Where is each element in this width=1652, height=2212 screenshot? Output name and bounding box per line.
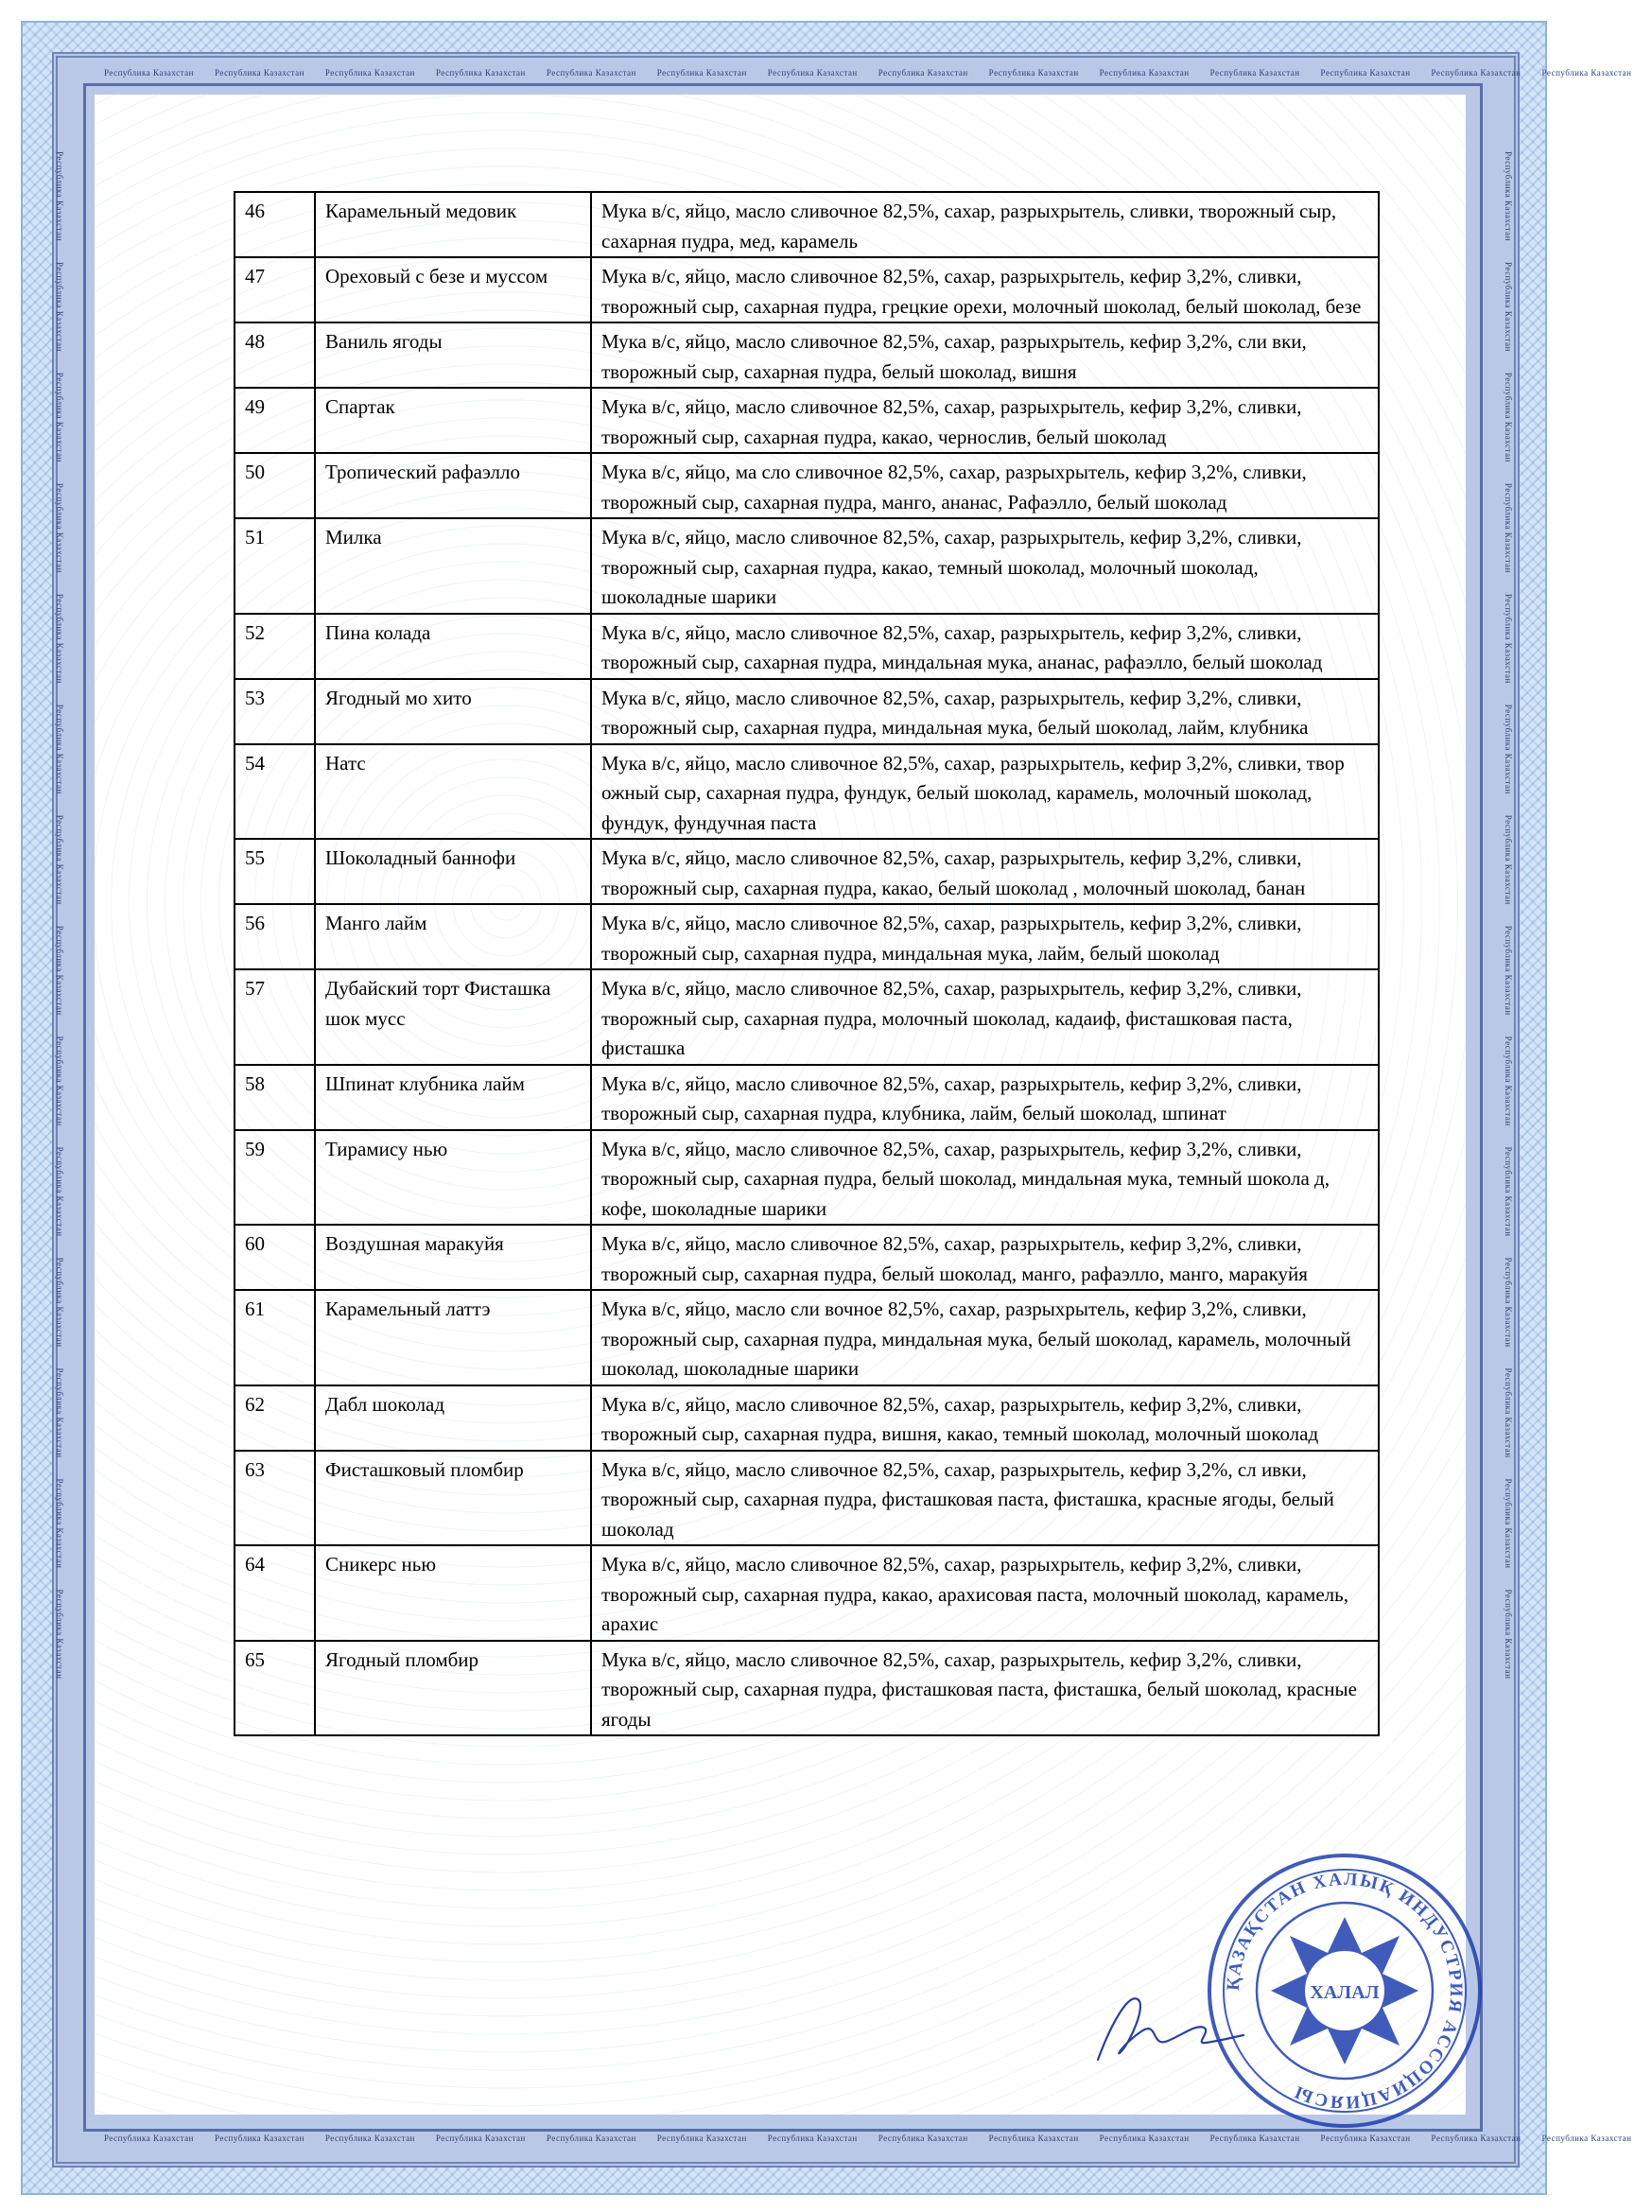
product-ingredients: Мука в/с, яйцо, масло сливочное 82,5%, сахар, разрыхрытель, кефир 3,2%, сли вки, творожный сыр, сахарная пудра, белый шоколад, вишня [591, 322, 1379, 388]
table-row [235, 1545, 1379, 1641]
table-row [235, 679, 1379, 744]
association-stamp [1203, 1849, 1487, 2133]
table-row [235, 839, 1379, 904]
row-number: 65 [235, 1641, 315, 1736]
row-number: 63 [235, 1451, 315, 1546]
stamp-center-text: ХАЛАЛ [1310, 1982, 1380, 2003]
table-row [235, 744, 1379, 840]
product-name: Дабл шоколад [315, 1385, 591, 1451]
table-row [235, 1065, 1379, 1130]
table-row [235, 969, 1379, 1065]
product-name: Ягодный пломбир [315, 1641, 591, 1736]
table-row [235, 518, 1379, 614]
product-ingredients: Мука в/с, яйцо, масло сли вочное 82,5%, сахар, разрыхрытель, кефир 3,2%, сливки, творожный сыр, сахарная пудра, миндальная мука, белый шоколад, карамель, молочный шоколад, шоколадные шарики [591, 1290, 1379, 1385]
product-ingredients: Мука в/с, яйцо, масло сливочное 82,5%, сахар, разрыхрытель, кефир 3,2%, сливки, творожный сыр, сахарная пудра, какао, арахисовая паста, молочный шоколад, карамель, арахис [591, 1545, 1379, 1641]
product-name: Ваниль ягоды [315, 322, 591, 388]
table-row [235, 453, 1379, 518]
product-ingredients: Мука в/с, яйцо, масло сливочное 82,5%, сахар, разрыхрытель, кефир 3,2%, сливки, творожный сыр, сахарная пудра, миндальная мука, ананас, рафаэлло, белый шоколад [591, 614, 1379, 679]
product-name: Тропический рафаэлло [315, 453, 591, 518]
product-name: Шоколадный баннофи [315, 839, 591, 904]
table-row [235, 1451, 1379, 1546]
table-row [235, 904, 1379, 969]
product-ingredients: Мука в/с, яйцо, масло сливочное 82,5%, сахар, разрыхрытель, кефир 3,2%, сливки, творожный сыр, сахарная пудра, белый шоколад, миндальная мука, темный шокола д, кофе, шоколадные шарики [591, 1130, 1379, 1226]
table-row [235, 1641, 1379, 1736]
product-ingredients: Мука в/с, яйцо, масло сливочное 82,5%, сахар, разрыхрытель, кефир 3,2%, сливки, творожный сыр, сахарная пудра, грецкие орехи, молочный шоколад, белый шоколад, безе [591, 257, 1379, 322]
product-ingredients: Мука в/с, яйцо, масло сливочное 82,5%, сахар, разрыхрытель, кефир 3,2%, сливки, творожный сыр, сахарная пудра, миндальная мука, лайм, белый шоколад [591, 904, 1379, 969]
product-name: Дубайский торт Фисташка шок мусс [315, 969, 591, 1065]
table-row [235, 257, 1379, 322]
row-number: 49 [235, 388, 315, 453]
border-caption-top: Республика Казахстан Республика Казахстан Республика Казахстан Республика Казахстан Республика Казахстан Республика Казахстан Республика Казахстан Республика Казахстан Республика Казахстан Республика Казахстан Республика Казахстан Республика Казахстан Республика Казахстан Республика Казахстан [104, 68, 1652, 78]
product-name: Карамельный медовик [315, 192, 591, 257]
row-number: 61 [235, 1290, 315, 1385]
border-caption-left: Республика Казахстан Республика Казахстан Республика Казахстан Республика Казахстан Республика Казахстан Республика Казахстан Республика Казахстан Республика Казахстан Республика Казахстан Республика Казахстан Республика Казахстан Республика Казахстан Республика Казахстан Республика Казахстан [55, 151, 64, 1700]
product-name: Тирамису нью [315, 1130, 591, 1226]
product-ingredients: Мука в/с, яйцо, масло сливочное 82,5%, сахар, разрыхрытель, кефир 3,2%, сливки, творожный сыр, сахарная пудра, вишня, какао, темный шоколад, молочный шоколад [591, 1385, 1379, 1451]
table-row [235, 322, 1379, 388]
product-ingredients: Мука в/с, яйцо, ма сло сливочное 82,5%, сахар, разрыхрытель, кефир 3,2%, сливки, творожный сыр, сахарная пудра, манго, ананас, Рафаэлло, белый шоколад [591, 453, 1379, 518]
row-number: 47 [235, 257, 315, 322]
product-name: Шпинат клубника лайм [315, 1065, 591, 1130]
row-number: 59 [235, 1130, 315, 1226]
table-row [235, 1385, 1379, 1451]
product-ingredients: Мука в/с, яйцо, масло сливочное 82,5%, сахар, разрыхрытель, кефир 3,2%, сливки, творожный сыр, сахарная пудра, белый шоколад, манго, рафаэлло, манго, маракуйя [591, 1225, 1379, 1290]
product-ingredients: Мука в/с, яйцо, масло сливочное 82,5%, сахар, разрыхрытель, кефир 3,2%, сливки, творожный сыр, сахарная пудра, какао, белый шоколад , молочный шоколад, банан [591, 839, 1379, 904]
product-name: Милка [315, 518, 591, 614]
table-row [235, 1130, 1379, 1226]
product-name: Сникерс нью [315, 1545, 591, 1641]
product-name: Ореховый с безе и муссом [315, 257, 591, 322]
table-row [235, 192, 1379, 257]
product-ingredients: Мука в/с, яйцо, масло сливочное 82,5%, сахар, разрыхрытель, кефир 3,2%, сливки, творожный сыр, сахарная пудра, миндальная мука, белый шоколад, лайм, клубника [591, 679, 1379, 744]
product-ingredients: Мука в/с, яйцо, масло сливочное 82,5%, сахар, разрыхрытель, кефир 3,2%, сливки, творожный сыр, сахарная пудра, молочный шоколад, кадаиф, фисташковая паста, фисташка [591, 969, 1379, 1065]
row-number: 54 [235, 744, 315, 840]
border-caption-right: Республика Казахстан Республика Казахстан Республика Казахстан Республика Казахстан Республика Казахстан Республика Казахстан Республика Казахстан Республика Казахстан Республика Казахстан Республика Казахстан Республика Казахстан Республика Казахстан Республика Казахстан Республика Казахстан [1504, 151, 1513, 1700]
row-number: 53 [235, 679, 315, 744]
product-name: Воздушная маракуйя [315, 1225, 591, 1290]
product-ingredients: Мука в/с, яйцо, масло сливочное 82,5%, сахар, разрыхрытель, кефир 3,2%, сливки, творожный сыр, сахарная пудра, клубника, лайм, белый шоколад, шпинат [591, 1065, 1379, 1130]
table-row [235, 388, 1379, 453]
row-number: 55 [235, 839, 315, 904]
product-ingredients: Мука в/с, яйцо, масло сливочное 82,5%, сахар, разрыхрытель, кефир 3,2%, сливки, творожный сыр, сахарная пудра, какао, чернослив, белый шоколад [591, 388, 1379, 453]
row-number: 48 [235, 322, 315, 388]
row-number: 57 [235, 969, 315, 1065]
row-number: 50 [235, 453, 315, 518]
product-name: Карамельный латтэ [315, 1290, 591, 1385]
row-number: 62 [235, 1385, 315, 1451]
row-number: 64 [235, 1545, 315, 1641]
row-number: 56 [235, 904, 315, 969]
product-ingredients: Мука в/с, яйцо, масло сливочное 82,5%, сахар, разрыхрытель, сливки, творожный сыр, сахарная пудра, мед, карамель [591, 192, 1379, 257]
products-table [234, 191, 1380, 1736]
product-name: Ягодный мо хито [315, 679, 591, 744]
product-name: Фисташковый пломбир [315, 1451, 591, 1546]
row-number: 58 [235, 1065, 315, 1130]
row-number: 46 [235, 192, 315, 257]
table-row [235, 1290, 1379, 1385]
row-number: 60 [235, 1225, 315, 1290]
product-ingredients: Мука в/с, яйцо, масло сливочное 82,5%, сахар, разрыхрытель, кефир 3,2%, сливки, творожный сыр, сахарная пудра, какао, темный шоколад, молочный шоколад, шоколадные шарики [591, 518, 1379, 614]
border-caption-bottom: Республика Казахстан Республика Казахстан Республика Казахстан Республика Казахстан Республика Казахстан Республика Казахстан Республика Казахстан Республика Казахстан Республика Казахстан Республика Казахстан Республика Казахстан Республика Казахстан Республика Казахстан Республика Казахстан [104, 2134, 1652, 2143]
product-name: Манго лайм [315, 904, 591, 969]
product-name: Пина колада [315, 614, 591, 679]
product-ingredients: Мука в/с, яйцо, масло сливочное 82,5%, сахар, разрыхрытель, кефир 3,2%, сливки, твор ожный сыр, сахарная пудра, фундук, белый шоколад, карамель, молочный шоколад, фундук, фундучная паста [591, 744, 1379, 840]
product-name: Спартак [315, 388, 591, 453]
product-name: Натс [315, 744, 591, 840]
row-number: 52 [235, 614, 315, 679]
table-row [235, 1225, 1379, 1290]
table-row [235, 614, 1379, 679]
product-ingredients: Мука в/с, яйцо, масло сливочное 82,5%, сахар, разрыхрытель, кефир 3,2%, сливки, творожный сыр, сахарная пудра, фисташковая паста, фисташка, белый шоколад, красные ягоды [591, 1641, 1379, 1736]
products-table-body [235, 192, 1379, 1735]
product-ingredients: Мука в/с, яйцо, масло сливочное 82,5%, сахар, разрыхрытель, кефир 3,2%, сл ивки, творожный сыр, сахарная пудра, фисташковая паста, фисташка, красные ягоды, белый шоколад [591, 1451, 1379, 1546]
stamp-ring-text: ҚАЗАҚСТАН ХАЛЫҚ ИНДУСТРИЯ АССОЦИАЦИЯСЫ [1223, 1869, 1467, 2113]
row-number: 51 [235, 518, 315, 614]
